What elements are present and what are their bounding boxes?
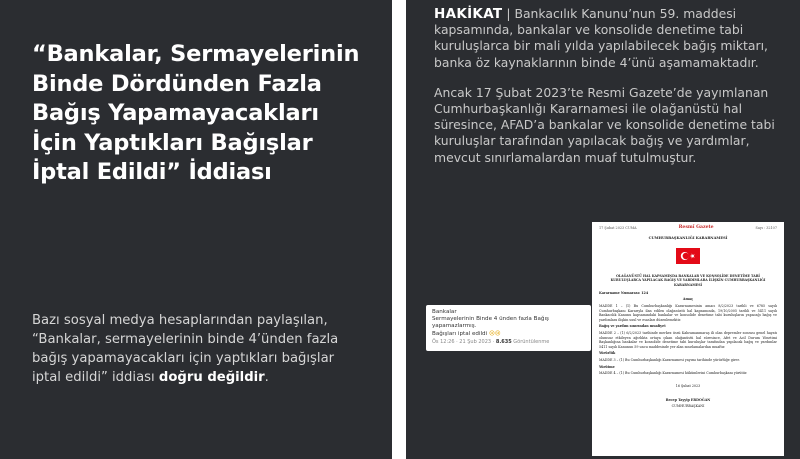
tweet-meta	[432, 339, 549, 346]
gazette-sign-name: Recep Tayyip ERDOĞAN	[665, 398, 711, 403]
gazette-yurutme-title: Yürütme	[599, 364, 615, 369]
tweet-time: Ös 12:26 · 21 Şub 2023 ·	[432, 338, 496, 345]
tweet-line-1: Bankalar	[432, 309, 457, 315]
claim-headline: “Bankalar, Sermayelerinin Binde Dördünden Fazla Bağış Yapamayacakları İçin Yaptıkları Bağışlar İptal Edildi” İddiası	[32, 41, 360, 185]
gazette-issue: Sayı : 32107	[755, 226, 777, 230]
tweet-screenshot	[426, 305, 591, 351]
gazette-date: 17 Şubat 2023 CUMA	[599, 226, 637, 230]
gazette-yurutme-text: MADDE 4 – (1) Bu Cumhurbaşkanlığı Kararnamesi hükümlerini Cumhurbaşkanı yürütür.	[599, 371, 748, 376]
gazette-subtitle: OLAĞANÜSTÜ HAL KAPSAMINDA BANKALAR VE KONSOLİDE DENETİME TABİ KURULUŞLARCA YAPILACAK BAĞIŞ VE YARDIMLARA İLİŞKİN CUMHURBAŞKANLIĞI KARARNAMESİ	[610, 274, 766, 287]
claim-verdict: doğru değildir	[158, 370, 265, 385]
gazette-yururluk-title: Yürürlük	[599, 351, 616, 356]
gazette-bagis-title: Bağış ve yardım sınırından muafiyet	[599, 324, 666, 329]
gazette-header	[599, 226, 777, 231]
turkish-flag-icon	[676, 248, 700, 264]
gazette-bagis-text: MADDE 2 – (1) 6/2/2023 tarihinde merkez üssü Kahramanmaraş ili olan depremler sonrası genel hayatı olumsuz etkileyen ağırlıkta ortaya çıkan olağanüstü hal süresince, Afet ve Acil Durum Yönetimi Başkanlığına bankalar ve konsolide denetime tabi kuruluşlar tarafından yapılacak bağış ve yardımlar 5411 sayılı Kanunun 59 uncu maddesinde yer alan sınırlamalardan muaftır.	[599, 330, 777, 349]
crying-emoji-icon: 😢😢	[488, 330, 501, 337]
fact-paragraph-2: Ancak 17 Şubat 2023’te Resmi Gazete’de yayımlanan Cumhurbaşkanlığı Kararnamesi ile olağanüstü hal süresince, AFAD’a bankalar ve konsolide denetime tabi kuruluşlar tarafından yapılacak bağış ve yardımlar, mevcut sınırlamalardan muaf tutulmuştur.	[434, 84, 775, 165]
gazette-title: CUMHURBAŞKANLIĞI KARARNAMESİ	[648, 235, 728, 240]
gazette-sign-date: 16 Şubat 2023	[675, 383, 701, 388]
gazette-sign-title: CUMHURBAŞKANI	[671, 403, 705, 408]
claim-summary-text: Bazı sosyal medya hesaplarından paylaşılan, “Bankalar, sermayelerinin binde 4’ünden fazla bağış yapamayacakları için yaptıkları bağışlar iptal edildi” iddiası	[32, 313, 339, 385]
fact-paragraph-1	[434, 6, 784, 71]
tweet-views-label: Görüntülenme	[511, 338, 550, 345]
gazette-number: Kararname Numarası: 124	[599, 290, 649, 295]
verdict-separator: |	[502, 6, 515, 21]
gazette-amac-title: Amaç	[682, 297, 694, 302]
gazette-yururluk-text: MADDE 3 – (1) Bu Cumhurbaşkanlığı Kararnamesi yayımı tarihinde yürürlüğe girer.	[599, 357, 740, 362]
claim-summary	[32, 311, 362, 387]
resmi-gazete-document	[592, 222, 784, 456]
tweet-views: 8.635	[495, 338, 512, 345]
claim-panel	[0, 0, 392, 459]
claim-summary-end: .	[264, 370, 269, 385]
tweet-line-3: Bağışları iptal edildi	[432, 330, 488, 337]
fact-panel	[406, 0, 800, 459]
fact-paragraph-1-text: Bankacılık Kanunu’nun 59. maddesi kapsamında, bankalar ve konsolide denetime tabi kuruluşlarca bir mali yılda yapılabilecek bağış miktarı, banka öz kaynaklarının binde 4’ünü aşamamaktadır.	[434, 6, 768, 70]
verdict-label: HAKİKAT	[434, 6, 503, 22]
gazette-brand: Resmî Gazete	[678, 225, 714, 230]
tweet-line-3-wrap	[432, 331, 585, 338]
tweet-line-2: Sermayelerinin Binde 4 ünden fazla Bağış yapamazlarmış.	[432, 316, 549, 330]
fact-text	[434, 6, 784, 180]
gazette-amac-text: MADDE 1 – (1) Bu Cumhurbaşkanlığı Kararnamesinin amacı 8/2/2023 tarihli ve 6785 sayılı Cumhurbaşkanı Kararıyla ilan edilen olağanüstü hal kapsamında, 19/10/2005 tarihli ve 5411 sayılı Bankacılık Kanunu kapsamındaki bankalar ve konsolide denetime tabi kuruluşların yapacağı bağış ve yardımlara ilişkin usul ve esasları düzenlemektir.	[599, 303, 777, 322]
